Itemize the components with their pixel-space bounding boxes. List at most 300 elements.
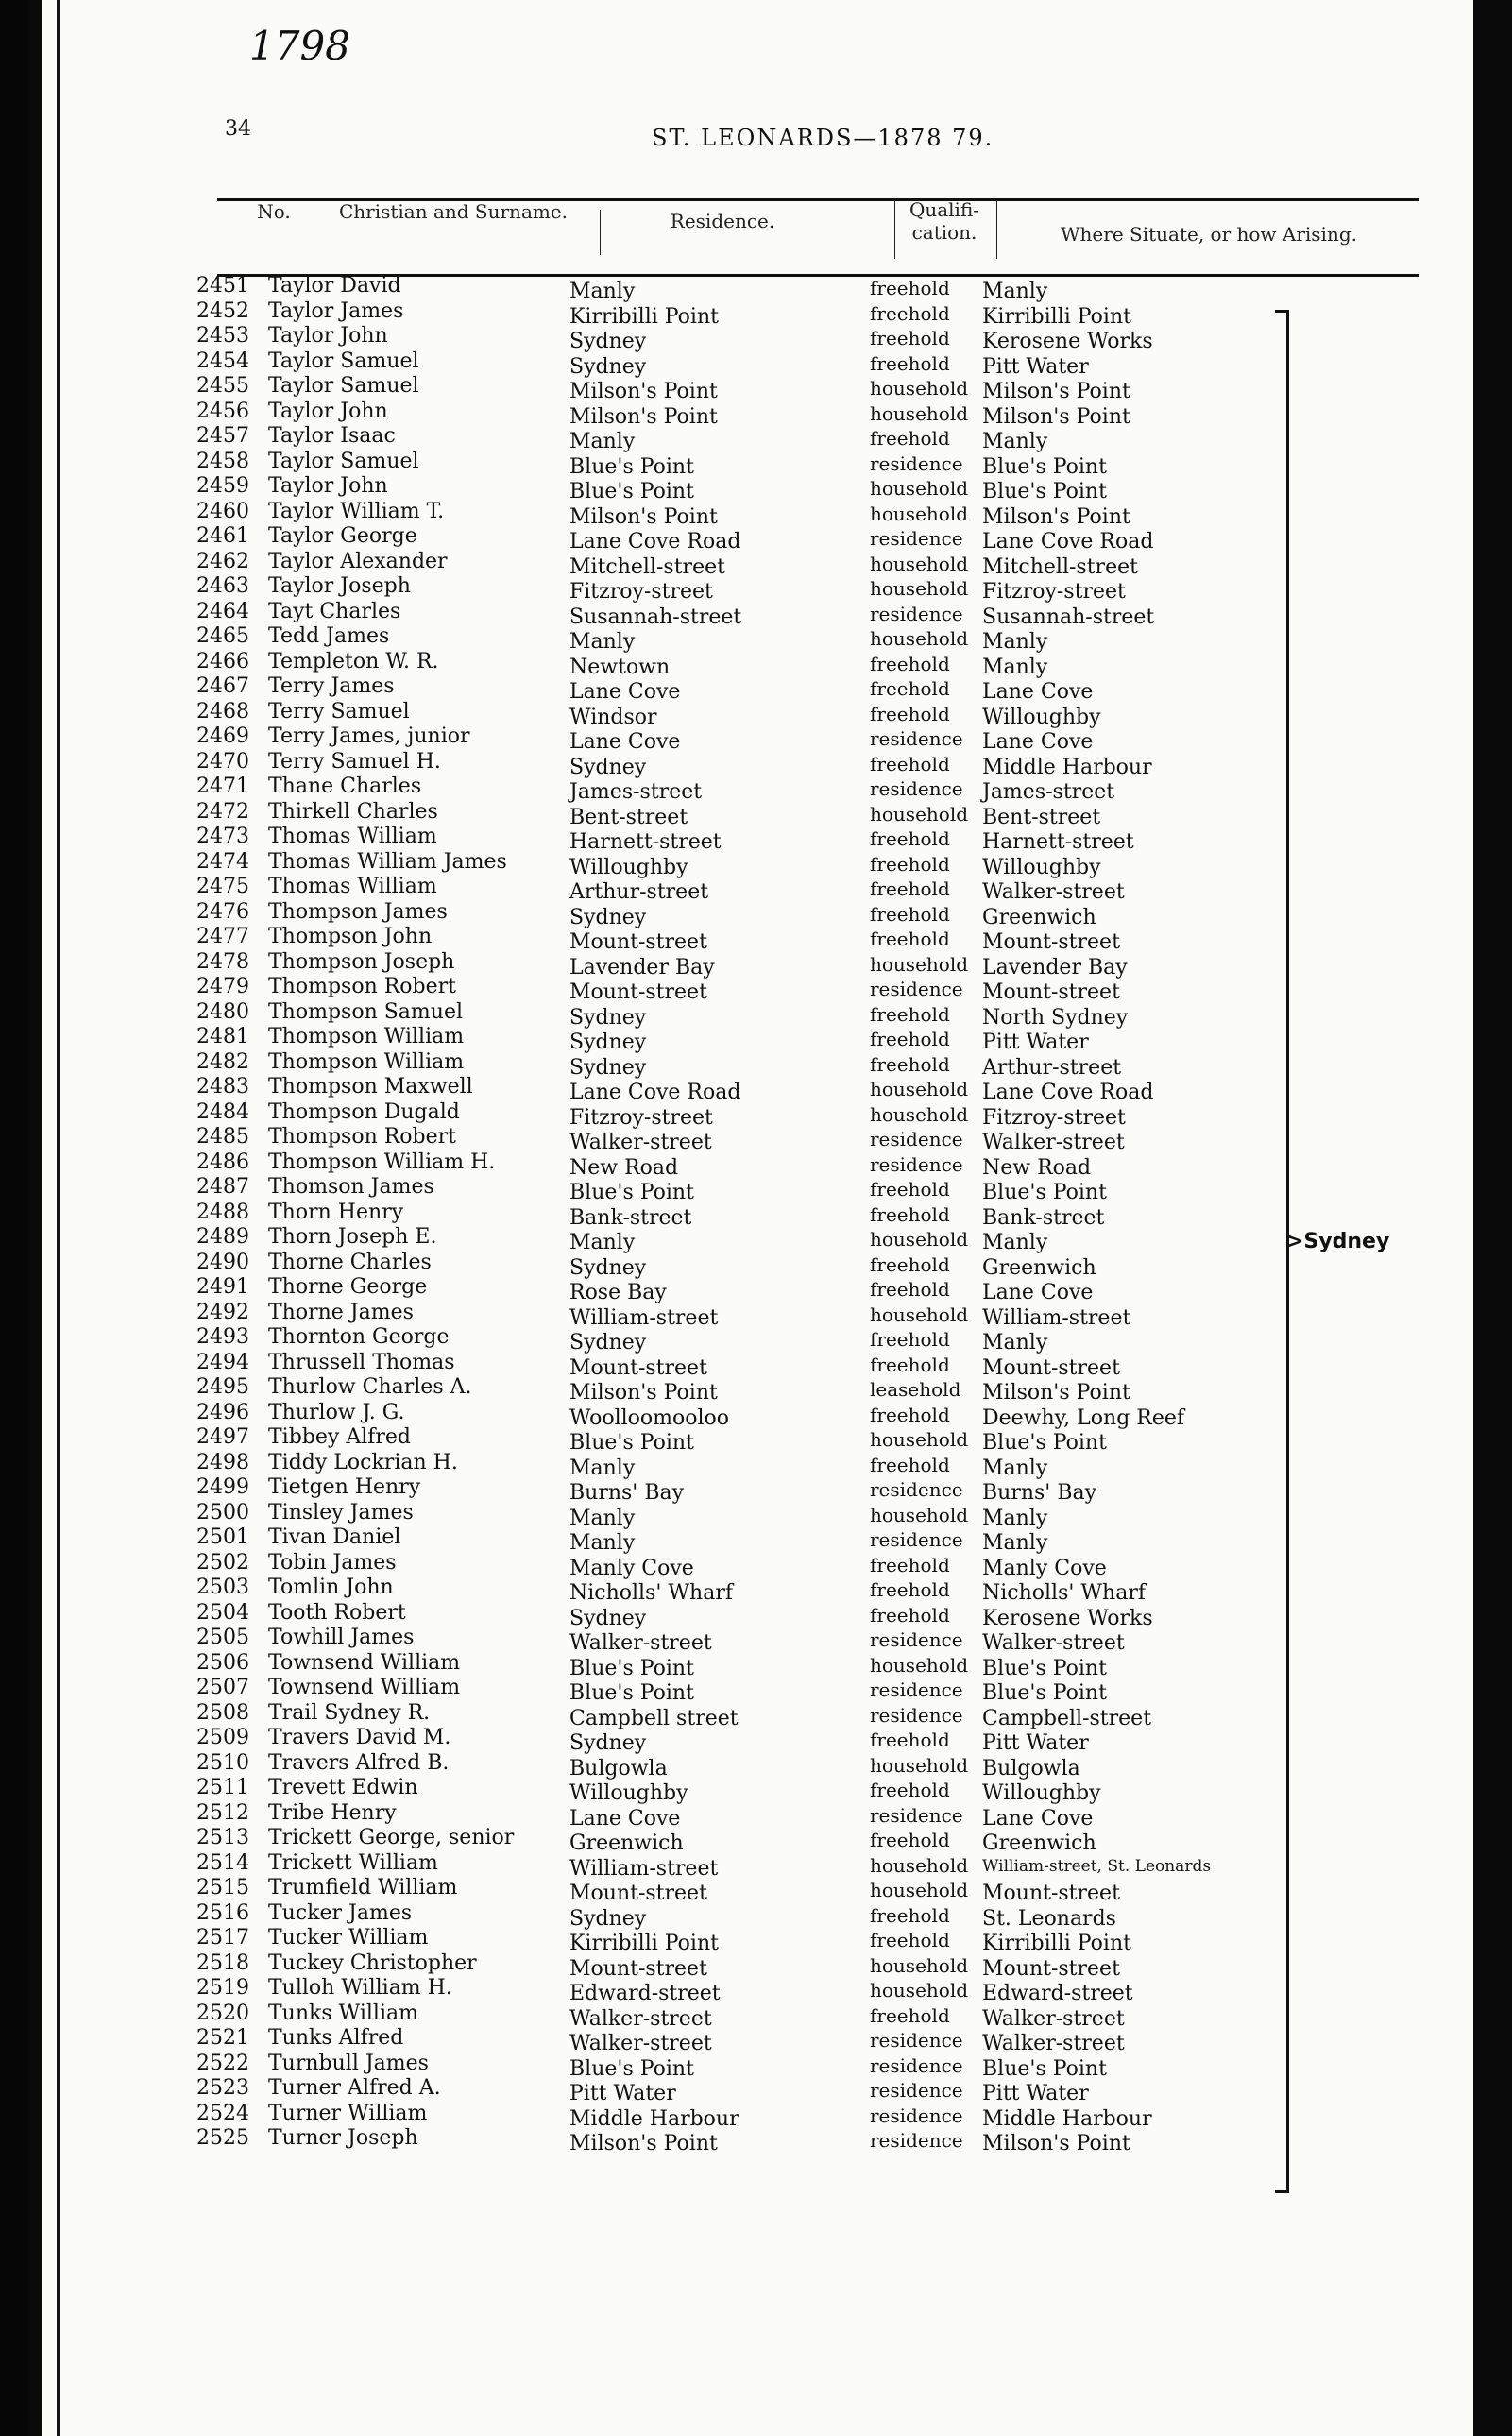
elector-name: Thorne George	[268, 1275, 428, 1299]
elector-name: Tayt Charles	[268, 599, 401, 623]
where-situate-cell: William-street	[982, 1305, 1131, 1330]
qualification-cell: freehold	[870, 301, 950, 325]
elector-name: Thompson Joseph	[268, 949, 455, 974]
where-situate-cell: Mount-street	[982, 1882, 1120, 1905]
qualification-cell: household	[870, 1428, 969, 1451]
qualification-cell: residence	[870, 727, 963, 750]
elector-name: Thompson William H.	[268, 1150, 496, 1174]
qualification-cell: household	[870, 1653, 969, 1677]
where-situate-cell: Pitt Water	[982, 2082, 1089, 2105]
where-situate-cell: Walker-street	[982, 1631, 1125, 1655]
elector-name: Terry Samuel H.	[268, 749, 441, 774]
entry-number: 2461	[196, 524, 249, 548]
where-situate-cell: Manly	[982, 1231, 1048, 1254]
entry-number: 2502	[196, 1550, 249, 1575]
elector-name: Tobin James	[268, 1550, 397, 1575]
entry-number: 2512	[196, 1800, 249, 1825]
elector-name: Tomlin John	[268, 1576, 394, 1599]
residence-cell: Lane Cove	[569, 680, 681, 704]
qualification-cell: freehold	[870, 2003, 950, 2027]
entry-number: 2499	[196, 1475, 249, 1499]
residence-cell: Harnett-street	[569, 830, 722, 854]
entry-number: 2490	[196, 1250, 249, 1274]
where-situate-cell: Lane Cove	[982, 730, 1094, 754]
elector-name: Tooth Robert	[268, 1600, 406, 1625]
residence-cell: Sydney	[569, 1005, 647, 1030]
residence-cell: Kirribilli Point	[569, 1932, 719, 1955]
where-situate-cell: Walker-street	[982, 2032, 1125, 2055]
elector-name: Tunks Alfred	[268, 2026, 404, 2050]
entry-number: 2522	[196, 2051, 249, 2075]
residence-cell: Fitzroy-street	[569, 580, 713, 604]
where-situate-cell: St. Leonards	[982, 1906, 1116, 1931]
entry-number: 2481	[196, 1025, 249, 1048]
elector-name: Tivan Daniel	[268, 1525, 401, 1549]
elector-name: Taylor William T.	[268, 499, 445, 523]
elector-name: Taylor John	[268, 399, 388, 423]
residence-cell: Lavender Bay	[569, 955, 715, 980]
qualification-cell: household	[870, 377, 969, 400]
qualification-cell: residence	[870, 527, 963, 550]
entry-number: 2497	[196, 1425, 249, 1449]
entry-number: 2474	[196, 849, 249, 874]
residence-cell: Susannah-street	[569, 605, 742, 629]
elector-name: Turner William	[268, 2101, 428, 2125]
where-situate-cell: Mount-street	[982, 1956, 1120, 1981]
qualification-cell: freehold	[870, 1453, 950, 1476]
where-situate-cell: Milson's Point	[982, 2132, 1130, 2155]
entry-number: 2505	[196, 1626, 249, 1649]
elector-name: Thirkell Charles	[268, 799, 438, 824]
elector-name: Thompson William	[268, 1049, 465, 1074]
entry-number: 2475	[196, 875, 249, 898]
elector-name: Townsend William	[268, 1676, 461, 1699]
entry-number: 2508	[196, 1700, 249, 1725]
where-situate-cell: Lane Cove	[982, 680, 1094, 704]
residence-cell: Manly	[569, 430, 636, 453]
qualification-cell: freehold	[870, 1903, 950, 1927]
entry-number: 2492	[196, 1300, 249, 1324]
entry-number: 2467	[196, 674, 249, 698]
where-situate-cell: Manly	[982, 655, 1048, 679]
qualification-cell: household	[870, 401, 969, 425]
qualification-cell: freehold	[870, 1829, 950, 1851]
where-situate-cell: Milson's Point	[982, 504, 1130, 529]
where-situate-cell: Milson's Point	[982, 404, 1130, 429]
where-situate-cell: Blue's Point	[982, 2056, 1107, 2081]
entry-number: 2507	[196, 1676, 249, 1699]
entry-number: 2514	[196, 1850, 249, 1875]
entry-number: 2454	[196, 349, 249, 373]
residence-cell: Newtown	[569, 655, 671, 679]
residence-cell: Bent-street	[569, 805, 688, 829]
where-situate-cell: Kirribilli Point	[982, 304, 1131, 329]
entry-number: 2482	[196, 1049, 249, 1074]
where-situate-cell: Milson's Point	[982, 380, 1130, 403]
qualification-cell: freehold	[870, 427, 950, 450]
residence-cell: Lane Cove Road	[569, 530, 741, 554]
elector-name: Turner Alfred A.	[268, 2076, 441, 2100]
elector-name: Taylor Samuel	[268, 349, 419, 373]
entry-number: 2500	[196, 1500, 249, 1525]
residence-cell: Milson's Point	[569, 2132, 718, 2155]
residence-cell: Manly	[569, 280, 636, 303]
entry-number: 2504	[196, 1600, 249, 1625]
residence-cell: Middle Harbour	[569, 2106, 739, 2131]
qualification-cell: household	[870, 1979, 969, 2002]
residence-cell: Woolloomooloo	[569, 1405, 730, 1430]
residence-cell: Sydney	[569, 1731, 647, 1755]
entry-number: 2469	[196, 724, 249, 748]
qualification-cell: freehold	[870, 1929, 950, 1951]
qualification-cell: residence	[870, 451, 963, 475]
where-situate-cell: Arthur-street	[982, 1055, 1122, 1080]
qualification-cell: household	[870, 1879, 969, 1901]
column-header-no: No.	[257, 200, 291, 223]
qualification-cell: residence	[870, 1703, 963, 1727]
residence-cell: William-street	[569, 1856, 719, 1881]
where-situate-cell: Mount-street	[982, 980, 1120, 1004]
qualification-cell: household	[870, 552, 969, 575]
residence-cell: Lane Cove Road	[569, 1081, 741, 1104]
where-situate-cell: Walker-street	[982, 1131, 1125, 1154]
entry-number: 2455	[196, 374, 249, 398]
residence-cell: Manly	[569, 1531, 636, 1555]
elector-name: Thornton George	[268, 1325, 450, 1349]
where-situate-cell: William-street, St. Leonards	[982, 1856, 1212, 1876]
where-situate-cell: Pitt Water	[982, 354, 1089, 379]
qualification-cell: freehold	[870, 1779, 950, 1801]
elector-name: Taylor John	[268, 324, 388, 348]
elector-name: Taylor Samuel	[268, 374, 419, 398]
where-situate-cell: Greenwich	[982, 1831, 1096, 1855]
residence-cell: Manly	[569, 1231, 636, 1254]
residence-cell: Mount-street	[569, 1355, 707, 1380]
qualification-cell: freehold	[870, 277, 950, 299]
residence-cell: Mitchell-street	[569, 554, 725, 579]
where-situate-cell: Lane Cove Road	[982, 1081, 1154, 1104]
entry-number: 2473	[196, 825, 249, 848]
table-row	[28, 274, 1502, 303]
residence-cell: Walker-street	[569, 2006, 712, 2031]
where-situate-cell: Milson's Point	[982, 1381, 1130, 1405]
qualification-cell: residence	[870, 978, 963, 1000]
elector-name: Thomson James	[268, 1175, 434, 1199]
residence-cell: Mount-street	[569, 1882, 707, 1905]
qualification-cell: freehold	[870, 1328, 950, 1351]
elector-name: Tietgen Henry	[268, 1475, 421, 1499]
qualification-cell: residence	[870, 1152, 963, 1176]
where-situate-cell: Fitzroy-street	[982, 1105, 1126, 1130]
entry-number: 2464	[196, 599, 249, 623]
qualification-cell: household	[870, 1303, 969, 1326]
qualification-cell: freehold	[870, 1002, 950, 1026]
running-head: ST. LEONARDS—1878 79.	[652, 125, 994, 151]
residence-cell: Milson's Point	[569, 1381, 718, 1405]
where-situate-cell: James-street	[982, 780, 1115, 804]
residence-cell: Blue's Point	[569, 1431, 694, 1455]
residence-cell: Sydney	[569, 1331, 647, 1354]
where-situate-cell: Susannah-street	[982, 605, 1155, 629]
where-situate-cell: Lane Cove	[982, 1281, 1094, 1304]
where-situate-cell: Nicholls' Wharf	[982, 1581, 1146, 1605]
qualification-cell: freehold	[870, 1729, 950, 1751]
residence-cell: Pitt Water	[569, 2082, 676, 2105]
residence-cell: Mount-street	[569, 1956, 707, 1981]
entry-number: 2519	[196, 1976, 249, 2000]
entry-number: 2456	[196, 399, 249, 423]
residence-cell: Campbell street	[569, 1706, 739, 1730]
register-page	[28, 0, 1502, 2436]
elector-name: Thomas William	[268, 825, 437, 848]
entry-number: 2478	[196, 949, 249, 974]
qualification-cell: residence	[870, 2053, 963, 2077]
entry-number: 2451	[196, 274, 249, 298]
entry-number: 2489	[196, 1225, 249, 1249]
header-divider-1	[600, 210, 601, 255]
residence-cell: Mount-street	[569, 980, 707, 1004]
entry-number: 2463	[196, 574, 249, 598]
qualification-cell: freehold	[870, 702, 950, 725]
where-situate-cell: Blue's Point	[982, 454, 1107, 479]
where-situate-cell: Bent-street	[982, 805, 1101, 829]
entry-number: 2471	[196, 775, 249, 798]
residence-cell: Milson's Point	[569, 504, 718, 529]
where-situate-cell: Lane Cove	[982, 1806, 1094, 1831]
elector-name: Thorn Joseph E.	[268, 1225, 437, 1249]
elector-name: Thomas William	[268, 875, 437, 898]
entry-number: 2516	[196, 1900, 249, 1925]
entry-number: 2466	[196, 649, 249, 673]
elector-name: Taylor Isaac	[268, 424, 396, 448]
elector-name: Terry James	[268, 674, 395, 698]
where-situate-cell: Manly	[982, 280, 1048, 303]
residence-cell: Blue's Point	[569, 1681, 694, 1705]
where-situate-cell: Manly	[982, 1506, 1048, 1530]
residence-cell: Sydney	[569, 1031, 647, 1054]
entry-number: 2493	[196, 1325, 249, 1349]
where-situate-cell: Kerosene Works	[982, 1606, 1153, 1630]
where-situate-cell: Edward-street	[982, 1982, 1133, 2005]
qualification-cell: household	[870, 1228, 969, 1251]
entry-number: 2491	[196, 1275, 249, 1299]
qualification-cell: freehold	[870, 902, 950, 926]
entry-number: 2520	[196, 2001, 249, 2025]
where-situate-cell: Harnett-street	[982, 830, 1134, 854]
where-situate-cell: Kirribilli Point	[982, 1932, 1131, 1955]
residence-cell: Sydney	[569, 1906, 647, 1931]
qualification-cell: freehold	[870, 852, 950, 876]
elector-name: Taylor Alexander	[268, 549, 448, 573]
entry-number: 2487	[196, 1175, 249, 1199]
header-divider-3	[996, 200, 997, 259]
where-situate-cell: Bank-street	[982, 1205, 1105, 1230]
where-situate-cell: Walker-street	[982, 2006, 1125, 2031]
qualification-cell: household	[870, 1102, 969, 1126]
entry-number: 2465	[196, 624, 249, 648]
entry-number: 2494	[196, 1350, 249, 1374]
qualification-cell: freehold	[870, 1403, 950, 1426]
where-situate-cell: Fitzroy-street	[982, 580, 1126, 604]
residence-cell: Sydney	[569, 1055, 647, 1080]
residence-cell: Walker-street	[569, 1631, 712, 1655]
elector-name: Thompson Samuel	[268, 999, 464, 1024]
where-situate-cell: Willoughby	[982, 1781, 1101, 1805]
entry-number: 2470	[196, 749, 249, 774]
residence-cell: Burns' Bay	[569, 1481, 685, 1505]
residence-cell: Milson's Point	[569, 404, 718, 429]
residence-cell: Arthur-street	[569, 880, 709, 904]
elector-name: Terry Samuel	[268, 699, 410, 724]
entry-number: 2515	[196, 1876, 249, 1899]
elector-name: Tinsley James	[268, 1500, 414, 1525]
qualification-cell: residence	[870, 2029, 963, 2052]
where-situate-cell: Middle Harbour	[982, 755, 1152, 779]
qualification-cell: residence	[870, 1678, 963, 1701]
entry-number: 2460	[196, 499, 249, 523]
qualification-cell: residence	[870, 2129, 963, 2152]
elector-name: Taylor Joseph	[268, 574, 411, 598]
where-situate-cell: Manly	[982, 1331, 1048, 1354]
handwritten-number: 1798	[249, 23, 350, 69]
residence-cell: Blue's Point	[569, 1181, 694, 1204]
where-situate-cell: Manly	[982, 1531, 1048, 1555]
residence-cell: Greenwich	[569, 1831, 684, 1855]
elector-name: Trickett William	[268, 1850, 438, 1875]
elector-name: Thompson William	[268, 1025, 465, 1048]
entry-number: 2501	[196, 1525, 249, 1549]
elector-name: Tucker William	[268, 1926, 429, 1950]
entry-number: 2483	[196, 1075, 249, 1099]
elector-name: Tiddy Lockrian H.	[268, 1450, 458, 1474]
where-situate-cell: Willoughby	[982, 855, 1101, 879]
elector-name: Taylor David	[268, 274, 401, 298]
where-situate-cell: Pitt Water	[982, 1031, 1089, 1054]
elector-name: Thompson Dugald	[268, 1099, 460, 1124]
residence-cell: New Road	[569, 1155, 679, 1180]
elector-name: Tunks William	[268, 2001, 418, 2025]
residence-cell: Bank-street	[569, 1205, 692, 1230]
residence-cell: Sydney	[569, 905, 647, 929]
entry-number: 2518	[196, 1951, 249, 1975]
qualification-cell: freehold	[870, 928, 950, 950]
where-situate-cell: Greenwich	[982, 905, 1096, 929]
qualification-cell: freehold	[870, 1278, 950, 1301]
entry-number: 2510	[196, 1750, 249, 1775]
where-situate-cell: Walker-street	[982, 880, 1125, 904]
qualification-cell: freehold	[870, 877, 950, 900]
residence-cell: Sydney	[569, 1606, 647, 1630]
qualification-cell: household	[870, 1753, 969, 1777]
entry-number: 2506	[196, 1650, 249, 1675]
where-situate-cell: Pitt Water	[982, 1731, 1089, 1755]
where-situate-cell: Campbell-street	[982, 1706, 1152, 1730]
where-situate-cell: Blue's Point	[982, 1656, 1107, 1680]
qualification-cell: household	[870, 502, 969, 525]
entry-number: 2498	[196, 1450, 249, 1474]
residence-cell: James-street	[569, 780, 703, 804]
residence-cell: Mount-street	[569, 930, 707, 954]
where-situate-cell: Greenwich	[982, 1255, 1096, 1280]
column-header-name: Christian and Surname.	[338, 200, 569, 223]
residence-cell: Milson's Point	[569, 380, 718, 403]
entry-number: 2523	[196, 2076, 249, 2100]
residence-cell: Sydney	[569, 755, 647, 779]
where-situate-cell: Kerosene Works	[982, 330, 1153, 353]
elector-name: Thurlow J. G.	[268, 1400, 405, 1424]
qualification-cell: freehold	[870, 351, 950, 375]
elector-name: Turner Joseph	[268, 2126, 418, 2150]
entry-number: 2521	[196, 2026, 249, 2050]
qualification-cell: freehold	[870, 1603, 950, 1627]
elector-name: Thompson James	[268, 899, 448, 924]
scan-edge	[1473, 0, 1512, 2436]
qualification-cell: residence	[870, 2079, 963, 2102]
residence-cell: Lane Cove	[569, 730, 681, 754]
residence-cell: Blue's Point	[569, 480, 694, 503]
qualification-cell: residence	[870, 1528, 963, 1551]
entry-number: 2524	[196, 2101, 249, 2125]
elector-name: Thompson Maxwell	[268, 1075, 473, 1099]
where-situate-cell: Blue's Point	[982, 1181, 1107, 1204]
where-situate-cell: Lane Cove Road	[982, 530, 1154, 554]
qualification-cell: freehold	[870, 752, 950, 775]
entry-number: 2468	[196, 699, 249, 724]
qualification-cell: household	[870, 1078, 969, 1100]
qualification-cell: freehold	[870, 1178, 950, 1201]
where-situate-cell: Manly Cove	[982, 1556, 1107, 1580]
residence-cell: Edward-street	[569, 1982, 721, 2005]
elector-name: Taylor George	[268, 524, 417, 548]
qualification-cell: freehold	[870, 827, 950, 850]
entry-number: 2495	[196, 1375, 249, 1399]
elector-name: Turnbull James	[268, 2051, 429, 2075]
elector-name: Thompson Robert	[268, 1125, 456, 1149]
qualification-cell: household	[870, 1953, 969, 1977]
elector-name: Terry James, junior	[268, 724, 470, 748]
residence-cell: William-street	[569, 1305, 719, 1330]
elector-name: Townsend William	[268, 1650, 461, 1675]
entry-number: 2453	[196, 324, 249, 348]
entry-number: 2485	[196, 1125, 249, 1149]
column-header-residence: Residence.	[670, 210, 775, 232]
column-header-qualification	[897, 198, 992, 244]
entry-number: 2452	[196, 298, 249, 323]
where-situate-cell: Blue's Point	[982, 1431, 1107, 1455]
elector-name: Thurlow Charles A.	[268, 1375, 472, 1399]
entry-number: 2503	[196, 1576, 249, 1599]
where-situate-cell: Manly	[982, 630, 1048, 654]
header-divider-2	[894, 200, 895, 259]
elector-name: Trumfield William	[268, 1876, 458, 1899]
residence-cell: Sydney	[569, 1255, 647, 1280]
elector-name: Taylor James	[268, 298, 404, 323]
qualification-cell: residence	[870, 2104, 963, 2127]
where-situate-cell: North Sydney	[982, 1005, 1129, 1030]
elector-name: Tucker James	[268, 1900, 413, 1925]
entry-number: 2484	[196, 1099, 249, 1124]
entry-number: 2476	[196, 899, 249, 924]
qualification-cell: freehold	[870, 1252, 950, 1276]
residence-cell: Sydney	[569, 330, 647, 353]
qualification-cell: household	[870, 627, 969, 650]
elector-name: Tedd James	[268, 624, 390, 648]
elector-name: Towhill James	[268, 1626, 415, 1649]
entry-number: 2459	[196, 474, 249, 498]
entry-number: 2486	[196, 1150, 249, 1174]
qualification-cell: household	[870, 1853, 969, 1877]
residence-cell: Lane Cove	[569, 1806, 681, 1831]
